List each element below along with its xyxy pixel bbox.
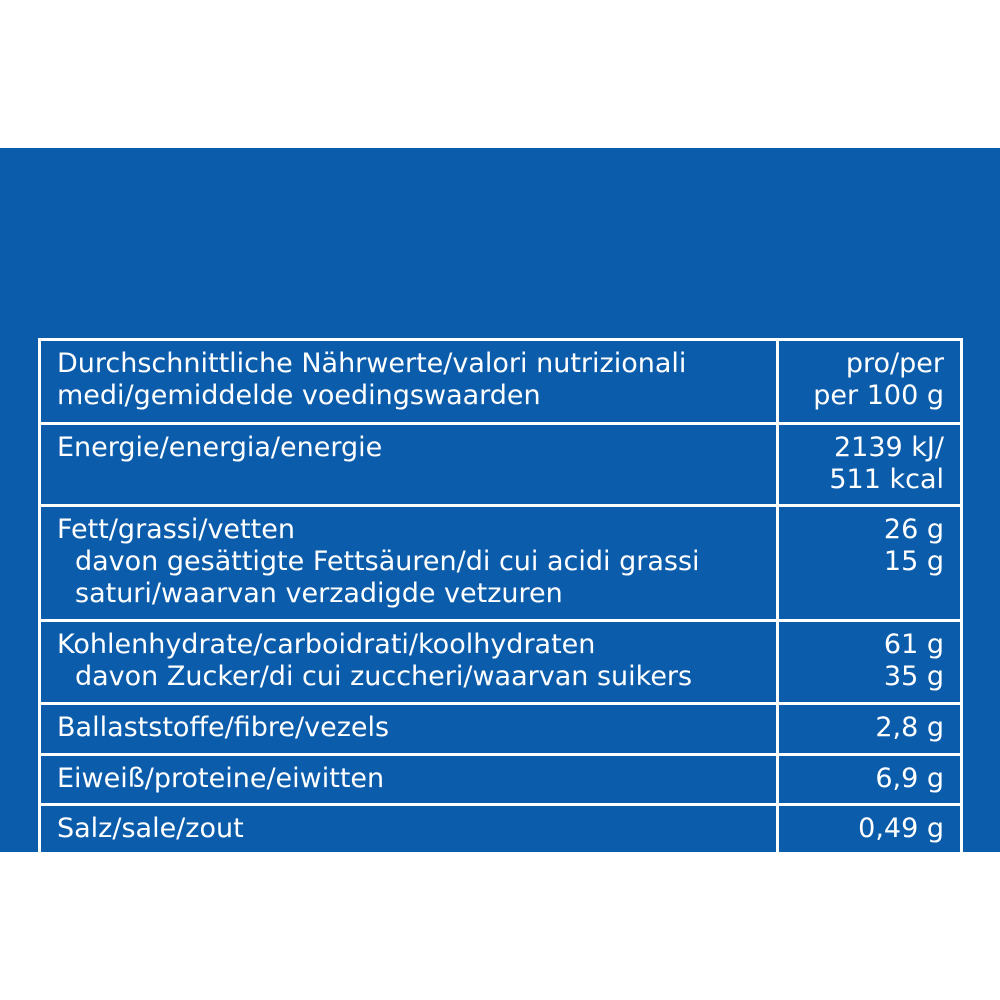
row-value-line2: 15 g (883, 546, 944, 578)
table-row (40, 423, 962, 506)
row-label-line1: Energie/energia/energie (57, 431, 383, 463)
row-label-line1: Kohlenhydrate/carboidrati/koolhydraten (57, 629, 596, 661)
row-value-line1: 26 g (883, 514, 944, 546)
row-value-cell (777, 805, 961, 856)
table-header-row (40, 340, 962, 424)
table-row (40, 805, 962, 856)
row-label-line1: Eiweiß/proteine/eiwitten (57, 762, 385, 794)
row-value-cell (777, 423, 961, 506)
nutrition-table (38, 338, 963, 857)
row-label-line1: Salz/sale/zout (57, 813, 244, 845)
row-value-line1: 61 g (883, 629, 944, 661)
header-title-line1: Durchschnittliche Nährwerte/valori nutrizionali (57, 348, 687, 379)
row-value-cell (777, 621, 961, 704)
header-value-cell (777, 340, 961, 424)
header-title-line2: medi/gemiddelde voedingswaarden (57, 379, 541, 411)
row-label-line1: Fett/grassi/vetten (57, 514, 295, 546)
header-value-line2: per 100 g (813, 379, 944, 411)
table-row (40, 506, 962, 621)
row-label-cell (40, 423, 778, 506)
row-value-cell (777, 754, 961, 805)
row-label-line2: davon gesättigte Fettsäuren/di cui acidi grassi (75, 546, 700, 578)
row-value-cell (777, 703, 961, 754)
table-row (40, 754, 962, 805)
row-label-line1: Ballaststoffe/fibre/vezels (57, 711, 390, 743)
row-value-line2: 511 kcal (829, 463, 944, 495)
header-label-cell (40, 340, 778, 424)
blue-label-panel (0, 148, 1000, 852)
row-value-cell (777, 506, 961, 621)
row-label-cell (40, 703, 778, 754)
row-value-line1: 2,8 g (875, 711, 944, 743)
row-label-cell (40, 754, 778, 805)
row-value-line1: 6,9 g (875, 762, 944, 794)
row-value-line1: 2139 kJ/ (834, 431, 944, 463)
row-label-line3: saturi/waarvan verzadigde vetzuren (75, 578, 563, 610)
row-value-line1: 0,49 g (858, 813, 944, 845)
row-label-cell (40, 506, 778, 621)
table-row (40, 703, 962, 754)
row-label-cell (40, 805, 778, 856)
row-label-cell (40, 621, 778, 704)
header-value-line1: pro/per (845, 348, 944, 379)
row-value-line2: 35 g (883, 660, 944, 692)
row-label-line2: davon Zucker/di cui zuccheri/waarvan suikers (75, 660, 693, 692)
table-row (40, 621, 962, 704)
